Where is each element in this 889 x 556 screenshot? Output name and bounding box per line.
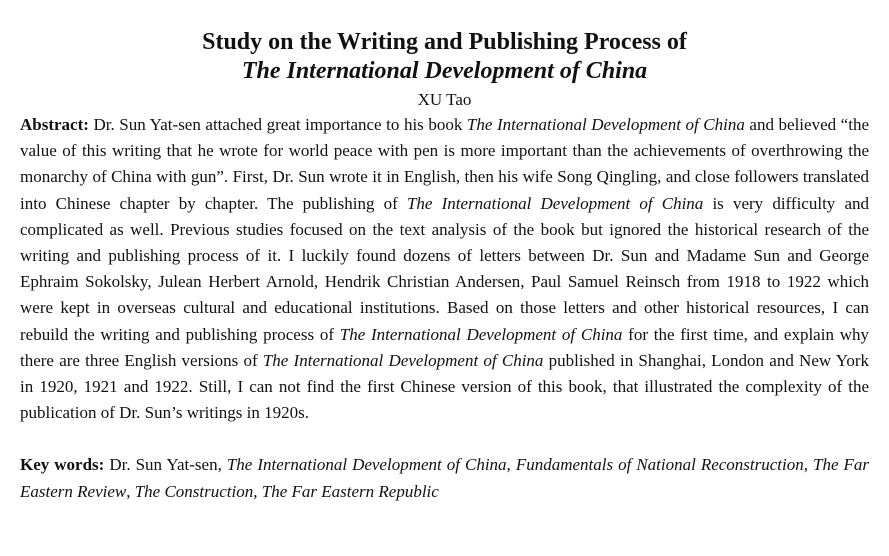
abstract-book-title: The International Development of China — [406, 193, 704, 213]
paper-title-line1: Study on the Writing and Publishing Process of — [202, 29, 687, 55]
keywords-separator: , — [506, 455, 516, 475]
abstract-label: Abstract: — [20, 115, 89, 134]
paper-page — [20, 28, 869, 505]
abstract-text: is very difficulty and complicated as well. Previous studies focused on the text analysis of the book but ignored the historical research of the writing and publishing process of it. I luckily found dozens of letters between Dr. Sun and Madame Sun and George Ephraim Sokolsky, Julean Herbert Arnold, Hendrik Christian Andersen, Paul Samuel Reinsch from 1918 to 1922 which were kept in overseas cultural and educational institutions. Based on those letters and other historical resources, I can rebuild the writing and publishing process of — [20, 193, 869, 344]
abstract-book-title: The International Development of China — [466, 115, 745, 134]
keywords-label: Key words: — [20, 455, 105, 475]
paper-title-line2: The International Development of China — [241, 58, 648, 84]
abstract-text: for the first time, and explain why there are three English versions of — [20, 324, 869, 370]
abstract-paragraph — [20, 112, 869, 426]
abstract-text: published in Shanghai, London and New York in 1920, 1921 and 1922. Still, I can not find the first Chinese version of this book, that illustrated the complexity of the publication of Dr. Sun’s writings in 1920s. — [20, 350, 869, 423]
keywords-separator: , — [126, 481, 135, 501]
paper-title — [20, 28, 869, 86]
keywords-separator: , — [253, 481, 262, 501]
abstract-book-title: The International Development of China — [339, 324, 623, 344]
keyword-title: The Construction — [134, 481, 254, 501]
keyword-title: The Far Eastern Republic — [261, 481, 439, 501]
abstract-text: and believed “the value of this writing that he wrote for world peace with pen is more important than the achievements of overthrowing the monarchy of China with gun”. First, Dr. Sun wrote it in English, then his wife Song Qingling, and close followers translated into Chinese chapter by chapter. The publishing of — [20, 115, 869, 213]
abstract-book-title: The International Development of China — [262, 350, 544, 370]
keyword-title: The Far Eastern Review — [20, 455, 870, 501]
keywords-text: Dr. Sun Yat-sen, — [104, 455, 227, 475]
keywords-paragraph — [20, 452, 869, 504]
author-name: XU Tao — [417, 90, 472, 109]
keyword-title: Fundamentals of National Reconstruction — [515, 455, 804, 475]
keyword-title: The International Development of China — [226, 455, 507, 475]
keywords-separator: , — [803, 455, 814, 475]
abstract-text: Dr. Sun Yat-sen attached great importance to his book — [88, 115, 467, 134]
